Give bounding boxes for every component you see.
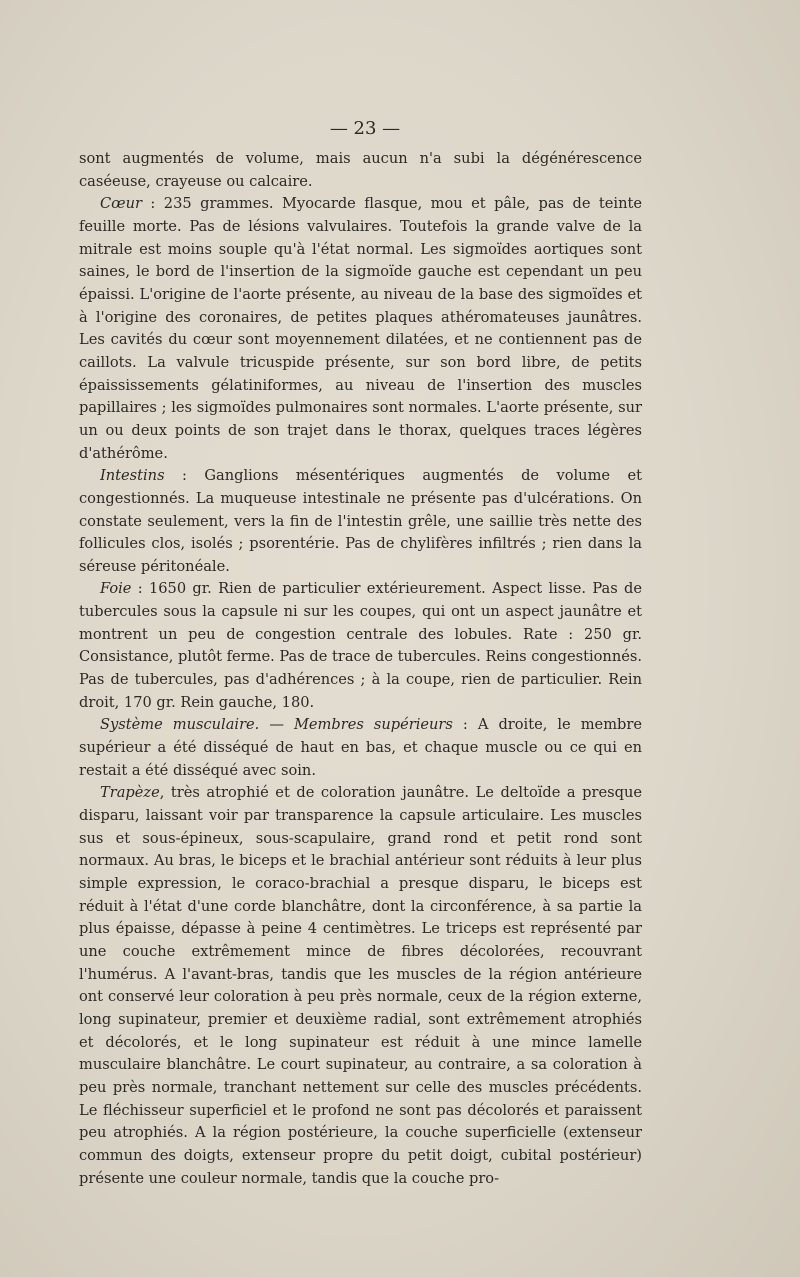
paragraph-text: , très atrophié et de coloration jaunâtre. Le deltoïde a presque disparu, laissant voir par transparence la capsule articulaire. Les muscles sus et sous-épineux, sous-scapulaire, grand rond et petit rond sont normaux. Au bras, le biceps et le brachial antérieur sont réduits à leur plus simple expression, le coraco-brachial a presque disparu, le biceps est réduit à l'état d'une corde blanchâtre, dont la circonférence, à sa partie la plus épaisse, dépasse à peine 4 centimètres. Le triceps est représenté par une couche extrêmement mince de fibres décolorées, recouvrant l'humérus. A l'avant-bras, tandis que les muscles de la région antérieure ont conservé leur coloration à peu près normale, ceux de la région externe, long supinateur, premier et deuxième radial, sont extrêmement atrophiés et décolorés, et le long supinateur est réduit à une mince lamelle musculaire blanchâtre. Le court supinateur, au contraire, a sa coloration à peu près normale, tranchant nettement sur celle des muscles précédents. Le fléchisseur superficiel et le profond ne sont pas décolorés et paraissent peu atrophiés. A la région postérieure, la couche superficielle (extenseur commun des doigts, extenseur propre du petit doigt, cubital postérieur) présente une couleur normale, tandis que la couche pro-: [79, 784, 642, 1187]
paragraph-intestins: [79, 465, 642, 578]
paragraph-lead: Foie: [100, 580, 132, 598]
paragraph-trapeze: [79, 782, 642, 1190]
page-number: — 23 —: [329, 118, 401, 139]
paragraph-lead: Système musculaire. — Membres supérieurs: [100, 716, 453, 734]
paragraph-continuation: [79, 148, 642, 193]
paragraph-text: : Ganglions mésentériques augmentés de volume et congestionnés. La muqueuse intestinale ne présente pas d'ulcérations. On constate seulement, vers la fin de l'intestin grêle, une saillie très nette des follicules clos, isolés ; psorentérie. Pas de chylifères infiltrés ; rien dans la séreuse péritonéale.: [79, 467, 642, 575]
paragraph-lead: Trapèze: [100, 784, 160, 802]
paragraph-lead: Cœur: [100, 195, 142, 213]
paragraph-systeme-musculaire: [79, 714, 642, 782]
paragraph-foie: [79, 578, 642, 714]
paragraph-text: : A droite, le membre supérieur a été disséqué de haut en bas, et chaque muscle ou ce qui en restait a été disséqué avec soin.: [79, 716, 642, 779]
paragraph-lead: Intestins: [100, 467, 165, 485]
paragraph-text: : 235 grammes. Myocarde flasque, mou et pâle, pas de teinte feuille morte. Pas de lésions valvulaires. Toutefois la grande valve de la mitrale est moins souple qu'à l'état normal. Les sigmoïdes aortiques sont saines, le bord de l'insertion de la sigmoïde gauche est cependant un peu épaissi. L'origine de l'aorte présente, au niveau de la base des sigmoïdes et à l'origine des coronaires, de petites plaques athéromateuses jaunâtres. Les cavités du cœur sont moyennement dilatées, et ne contiennent pas de caillots. La valvule tricuspide présente, sur son bord libre, de petits épaississements gélatiniformes, au niveau de l'insertion des muscles papillaires ; les sigmoïdes pulmonaires sont normales. L'aorte présente, sur un ou deux points de son trajet dans le thorax, quelques traces légères d'athérôme.: [79, 195, 642, 462]
paragraph-coeur: [79, 193, 642, 465]
paragraph-text: sont augmentés de volume, mais aucun n'a subi la dégénérescence caséeuse, crayeuse ou calcaire.: [79, 150, 642, 190]
paragraph-text: : 1650 gr. Rien de particulier extérieurement. Aspect lisse. Pas de tubercules sous la capsule ni sur les coupes, qui ont un aspect jaunâtre et montrent un peu de congestion centrale des lobules. Rate : 250 gr. Consistance, plutôt ferme. Pas de trace de tubercules. Reins congestionnés. Pas de tubercules, pas d'adhérences ; à la coupe, rien de particulier. Rein droit, 170 gr. Rein gauche, 180.: [79, 580, 642, 711]
body-text: [79, 148, 642, 1190]
